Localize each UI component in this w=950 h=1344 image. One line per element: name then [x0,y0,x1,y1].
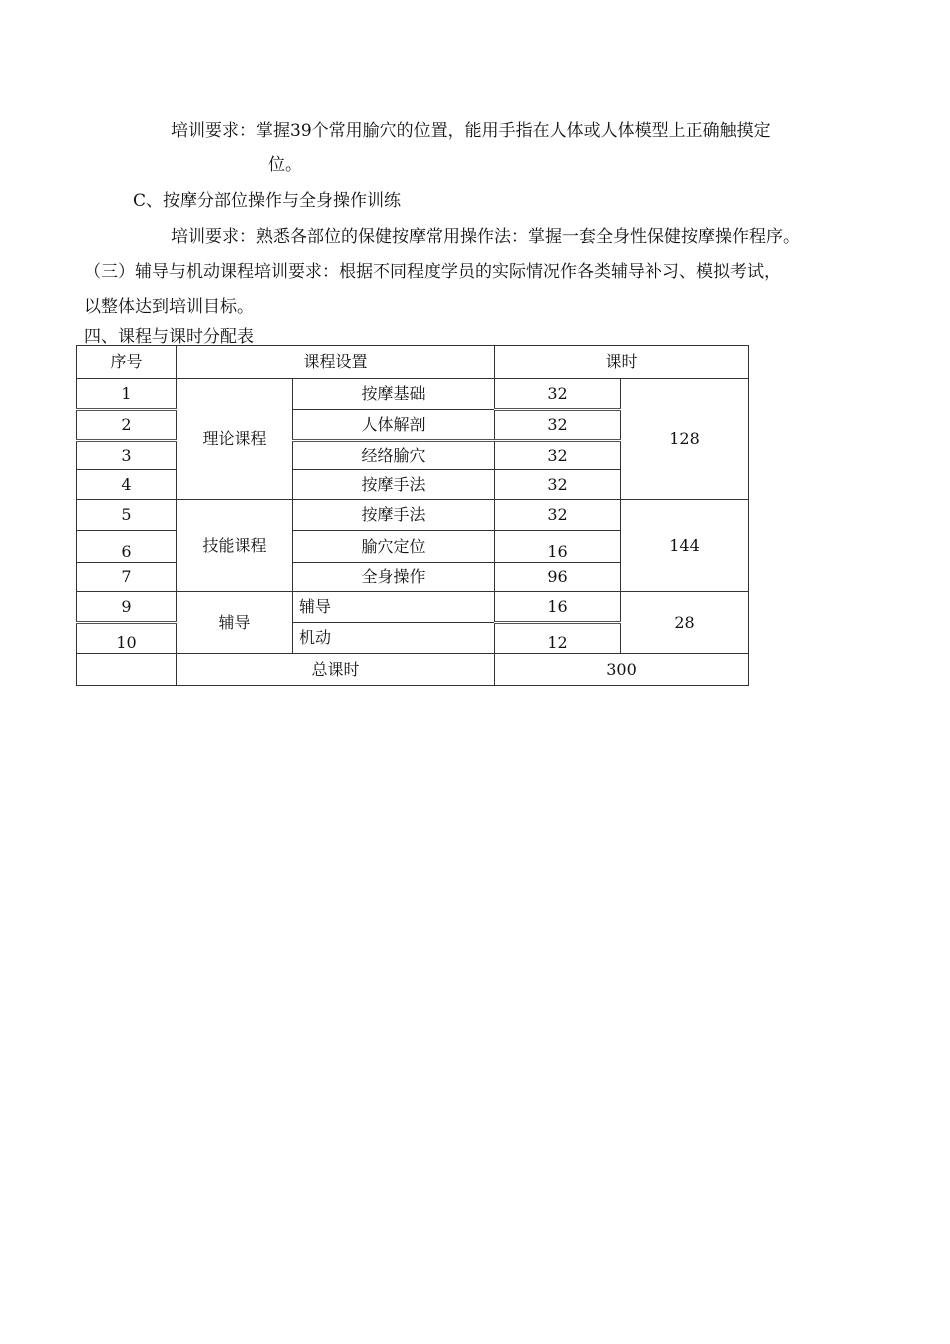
group-total-cell: 128 [621,379,749,500]
hours-cell: 16 [495,531,621,563]
course-cell: 人体解剖 [293,410,495,441]
item-c-heading: C、按摩分部位操作与全身操作训练 [133,191,402,211]
header-course: 课程设置 [177,346,495,379]
course-cell: 按摩手法 [293,470,495,500]
seq-cell: 10 [77,623,177,654]
course-cell: 按摩手法 [293,500,495,531]
seq-cell: 3 [77,441,177,470]
seq-cell: 5 [77,500,177,531]
hours-cell: 32 [495,379,621,410]
seq-cell: 4 [77,470,177,500]
category-cell: 辅导 [177,592,293,654]
training-requirement-1-continued: 位。 [268,155,302,175]
header-hours: 课时 [495,346,749,379]
section-4-heading: 四、课程与课时分配表 [84,327,254,347]
course-cell: 全身操作 [293,563,495,592]
table-row [77,379,749,410]
course-cell: 腧穴定位 [293,531,495,563]
seq-cell: 6 [77,531,177,563]
training-requirement-2: 培训要求：熟悉各部位的保健按摩常用操作法：掌握一套全身性保健按摩操作程序。 [171,227,800,247]
table-header-row [77,346,749,379]
seq-cell: 9 [77,592,177,623]
hours-cell: 96 [495,563,621,592]
category-cell: 技能课程 [177,500,293,592]
category-cell: 理论课程 [177,379,293,500]
seq-cell: 2 [77,410,177,441]
training-requirement-1: 培训要求：掌握39个常用腧穴的位置，能用手指在人体或人体模型上正确触摸定 [171,121,771,141]
section-3-paragraph: （三）辅导与机动课程培训要求：根据不同程度学员的实际情况作各类辅导补习、模拟考试， [84,262,781,282]
empty-cell [77,654,177,686]
hours-cell: 32 [495,410,621,441]
group-total-cell: 144 [621,500,749,592]
hours-cell: 32 [495,500,621,531]
course-cell: 机动 [293,623,495,654]
section-3-paragraph-continued: 以整体达到培训目标。 [84,297,254,317]
hours-cell: 16 [495,592,621,623]
course-cell: 按摩基础 [293,379,495,410]
table-row [77,500,749,531]
course-cell: 辅导 [293,592,495,623]
table-total-row [77,654,749,686]
total-value-cell: 300 [495,654,749,686]
hours-cell: 12 [495,623,621,654]
header-seq: 序号 [77,346,177,379]
total-label-cell: 总课时 [177,654,495,686]
seq-cell: 1 [77,379,177,410]
course-hours-table [76,345,749,686]
seq-cell: 7 [77,563,177,592]
group-total-cell: 28 [621,592,749,654]
course-cell: 经络腧穴 [293,441,495,470]
hours-cell: 32 [495,441,621,470]
hours-cell: 32 [495,470,621,500]
table-row [77,592,749,623]
